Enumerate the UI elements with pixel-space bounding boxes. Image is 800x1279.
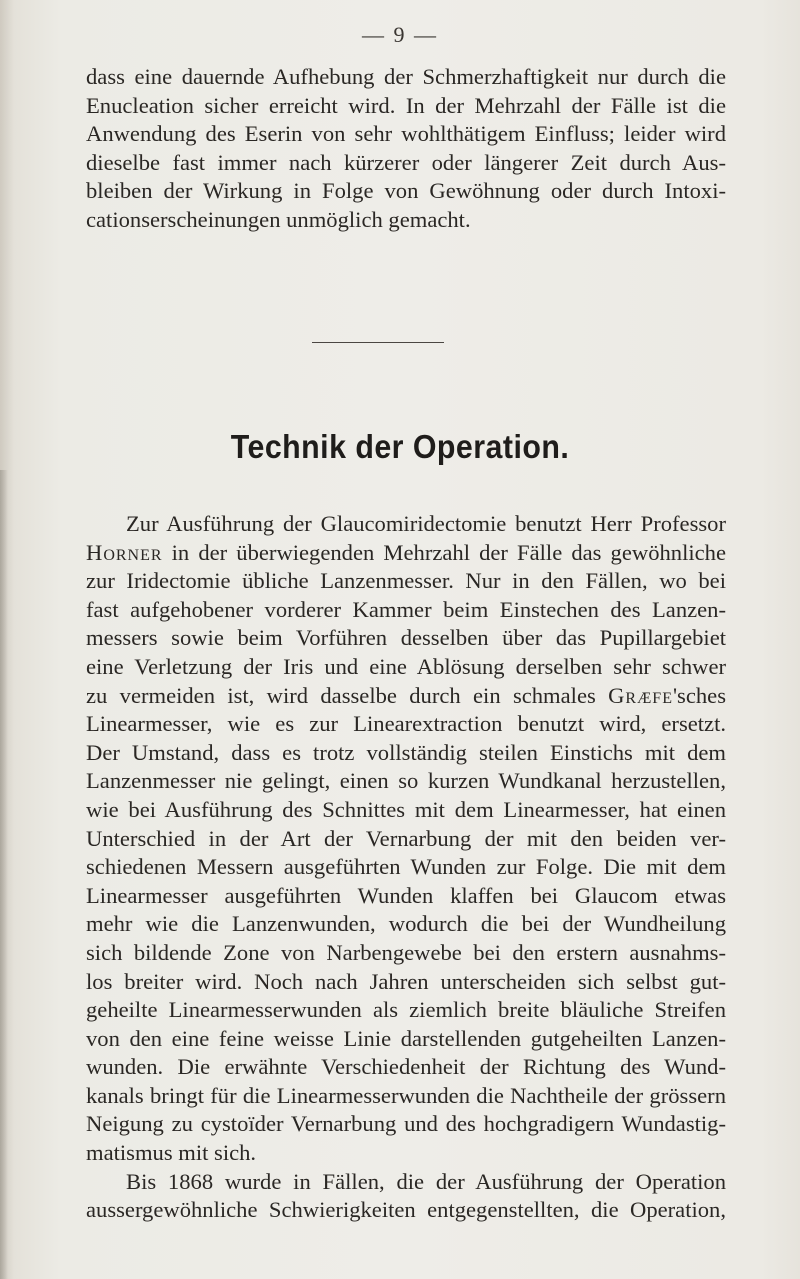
text-line: von den eine feine weisse Linie darstellenden gutgeheilten Lanzen- xyxy=(86,1025,726,1051)
text-line: kanals bringt für die Linearmesserwunden die Nachtheile der grössern xyxy=(86,1082,726,1108)
page-number: — 9 — xyxy=(362,22,438,47)
text-line: Neigung zu cystoïder Vernarbung und des hochgradigern Wundastig- xyxy=(86,1111,726,1137)
binding-shadow xyxy=(0,470,8,1279)
text-line: Enucleation sicher erreicht wird. In der Mehrzahl der Fälle ist die xyxy=(86,92,726,118)
intro-paragraph xyxy=(86,63,726,235)
author-name: Horner xyxy=(86,539,163,565)
body-paragraph xyxy=(86,510,726,1225)
text-line: dass eine dauernde Aufhebung der Schmerzhaftigkeit nur durch die xyxy=(86,64,726,89)
text-line: sich bildende Zone von Narbengewebe bei den erstern ausnahms- xyxy=(86,939,726,965)
text-line: geheilte Linearmesserwunden als ziemlich breite bläuliche Streifen xyxy=(86,997,726,1023)
text-line: wunden. Die erwähnte Verschiedenheit der Richtung des Wund- xyxy=(86,1054,726,1080)
text-line: eine Verletzung der Iris und eine Ablösung derselben sehr schwer xyxy=(86,653,726,679)
text-fragment: 'sches xyxy=(672,682,726,708)
text-line: Lanzenmesser nie gelingt, einen so kurzen Wundkanal herzustellen, xyxy=(86,768,726,794)
section-divider xyxy=(312,342,444,343)
section-heading: Technik der Operation. xyxy=(230,428,570,465)
text-line: messers sowie beim Vorführen desselben über das Pupillargebiet xyxy=(86,625,726,651)
text-line: Zur Ausführung der Glaucomiridectomie benutzt Herr Professor xyxy=(126,511,726,536)
text-line: dieselbe fast immer nach kürzerer oder längerer Zeit durch Aus- xyxy=(86,149,726,175)
text-line: schiedenen Messern ausgeführten Wunden zur Folge. Die mit dem xyxy=(86,854,726,880)
text-fragment: zu vermeiden ist, wird dasselbe durch ein schmales xyxy=(86,682,609,708)
text-line: wie bei Ausführung des Schnittes mit dem Linearmesser, hat einen xyxy=(86,796,726,822)
text-line: matismus mit sich. xyxy=(86,1140,257,1166)
text-line: Anwendung des Eserin von sehr wohlthätigem Einfluss; leider wird xyxy=(86,121,726,147)
text-line: bleiben der Wirkung in Folge von Gewöhnung oder durch Intoxi- xyxy=(86,178,726,204)
text-line: Unterschied in der Art der Vernarbung der mit den beiden ver- xyxy=(86,825,726,851)
text-line: Linearmesser ausgeführten Wunden klaffen bei Glaucom etwas xyxy=(86,882,726,908)
text-line xyxy=(86,682,726,711)
text-line: Bis 1868 wurde in Fällen, die der Ausführung der Operation xyxy=(126,1168,726,1194)
text-line: aussergewöhnliche Schwierigkeiten entgegenstellten, die Operation, xyxy=(86,1197,726,1223)
text-line: zur Iridectomie übliche Lanzenmesser. Nur in den Fällen, wo bei xyxy=(86,568,726,594)
text-line: mehr wie die Lanzenwunden, wodurch die bei der Wundheilung xyxy=(86,911,726,937)
text-line: los breiter wird. Noch nach Jahren unterscheiden sich selbst gut- xyxy=(86,968,726,994)
text-line: cationserscheinungen unmöglich gemacht. xyxy=(86,206,471,232)
text-line xyxy=(86,539,726,568)
text-line: Der Umstand, dass es trotz vollständig steilen Einstichs mit dem xyxy=(86,739,726,765)
author-name: Græfe xyxy=(608,682,673,708)
text-fragment: in der überwiegenden Mehrzahl der Fälle das gewöhnliche xyxy=(162,539,726,565)
text-line: Linearmesser, wie es zur Linearextraction benutzt wird, ersetzt. xyxy=(86,711,726,737)
text-line: fast aufgehobener vorderer Kammer beim Einstechen des Lanzen- xyxy=(86,596,726,622)
